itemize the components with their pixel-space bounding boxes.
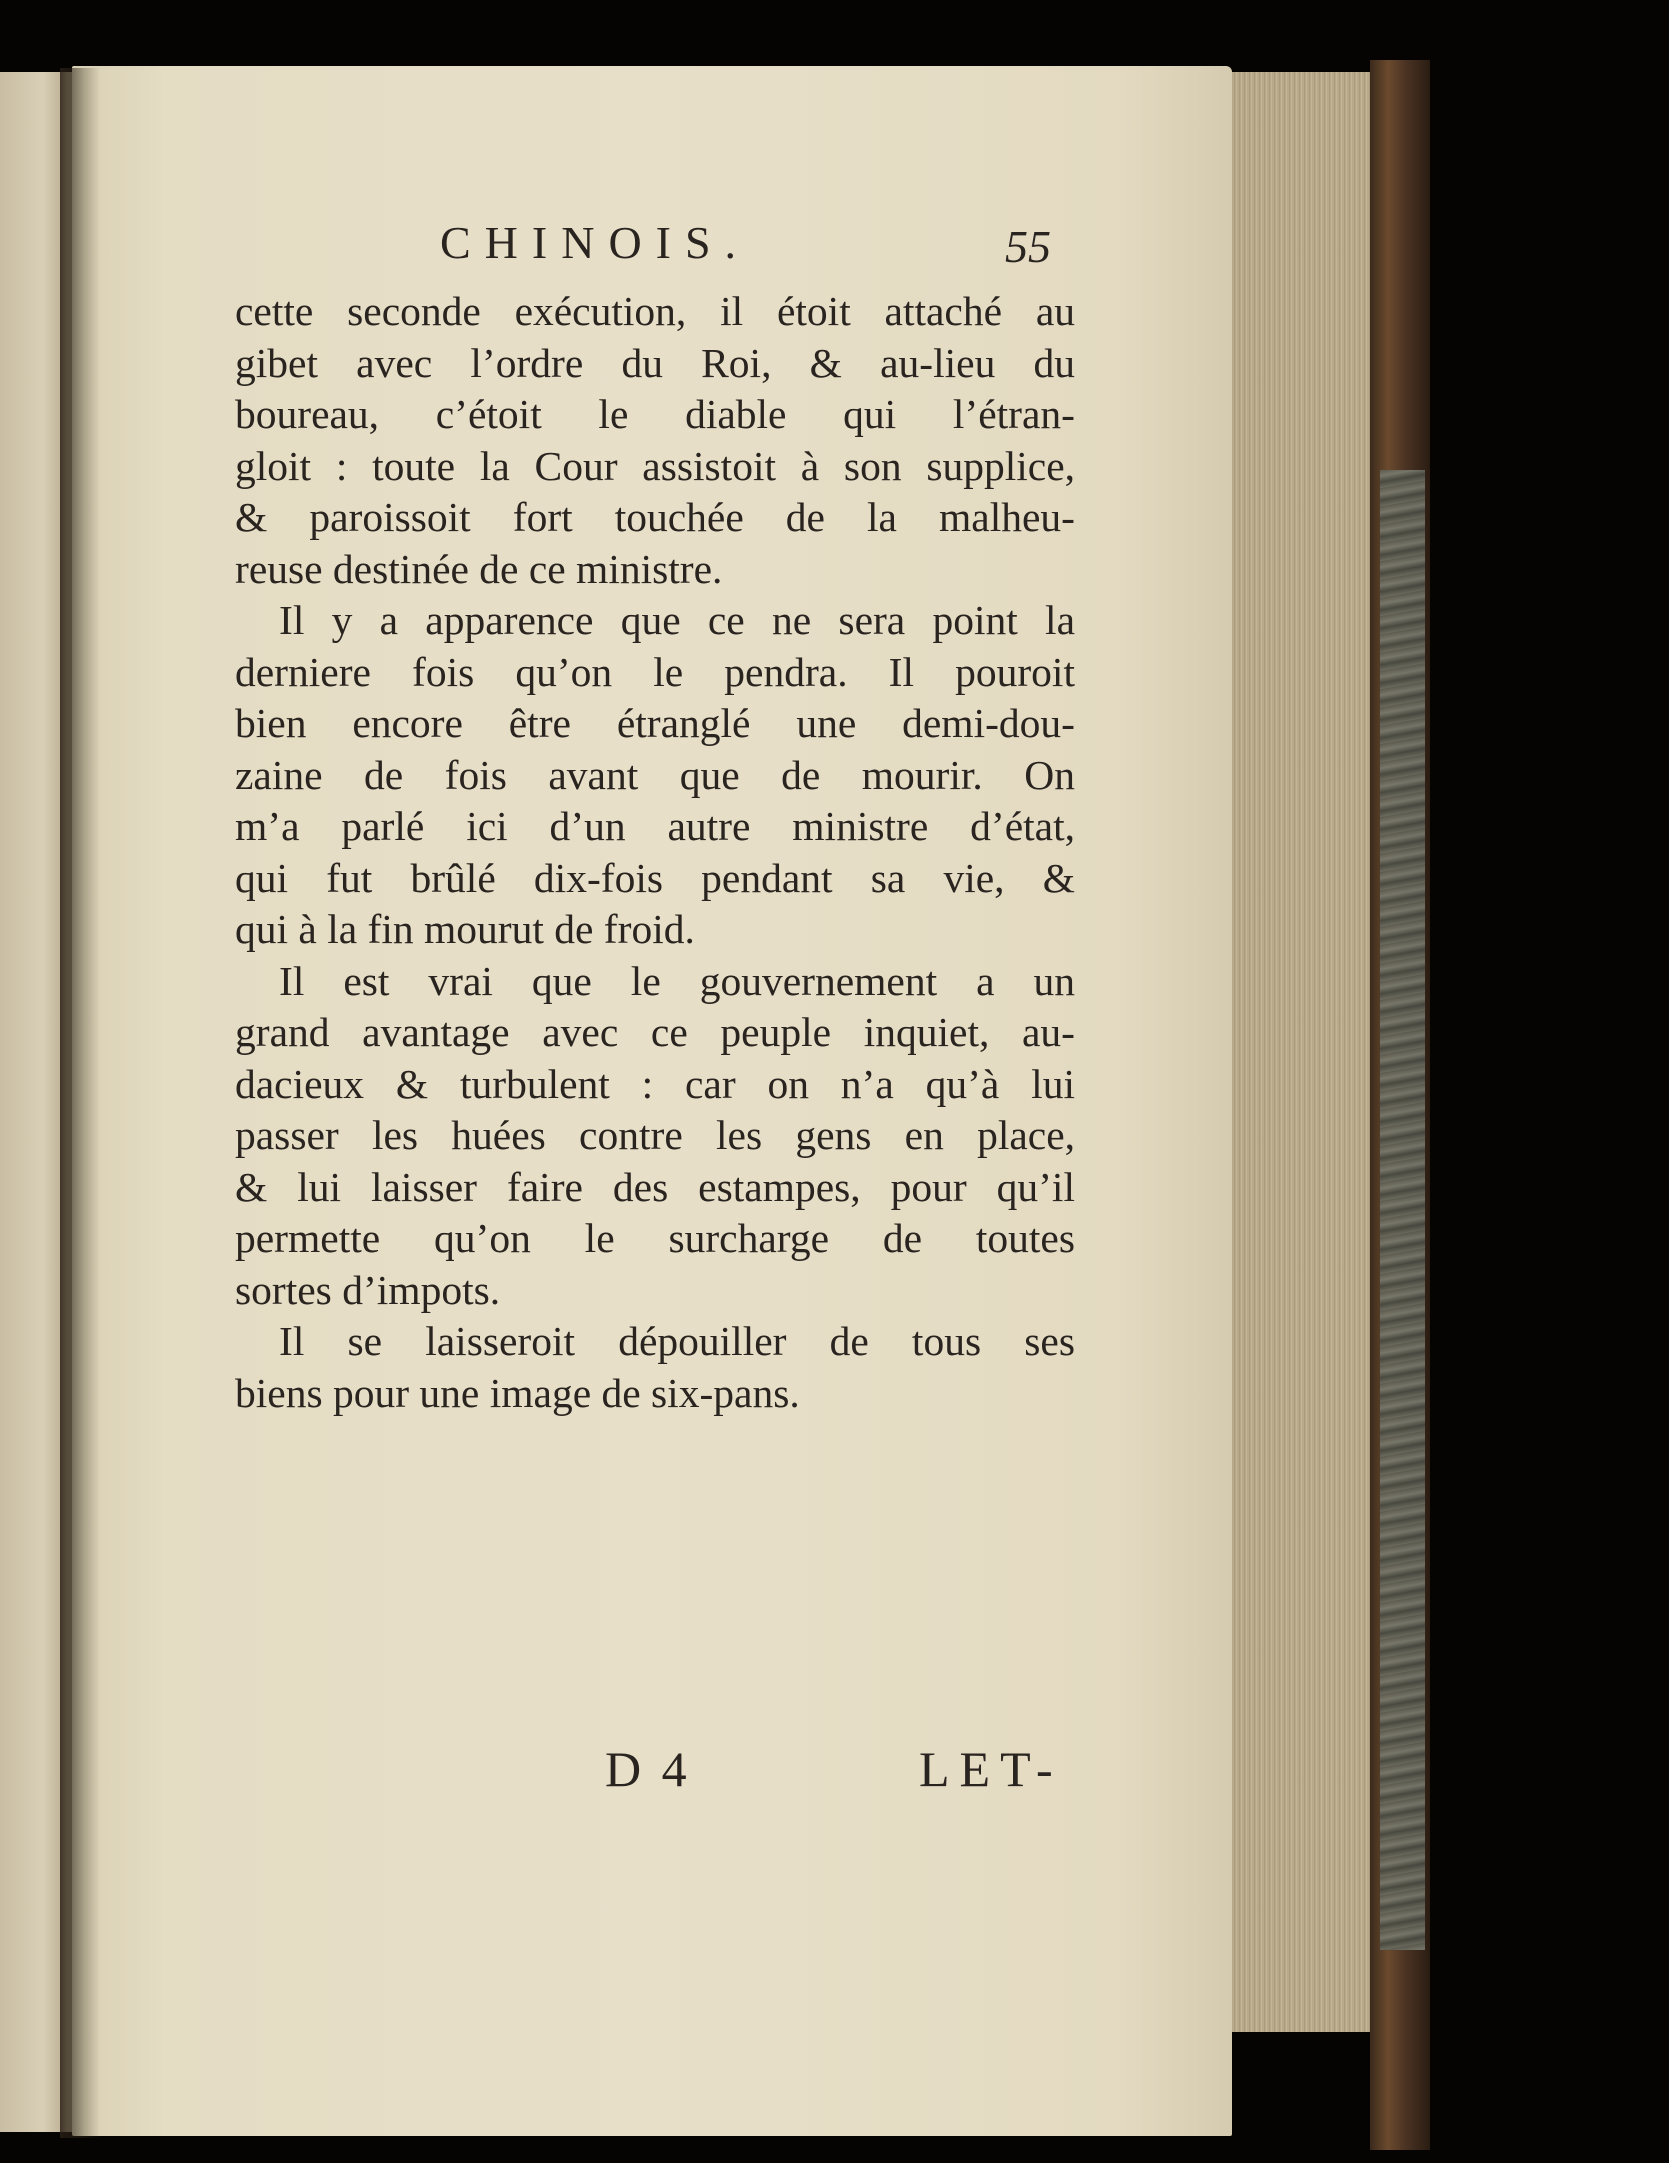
paragraph bbox=[235, 1316, 1075, 1419]
text-line: qui à la fin mourut de froid. bbox=[235, 906, 695, 952]
text-line: sortes d’impots. bbox=[235, 1266, 501, 1313]
text-line: & paroissoit fort touchée de la malheu- bbox=[235, 494, 1075, 540]
page-edges bbox=[1208, 72, 1378, 2032]
text-line: zaine de fois avant que de mourir. On bbox=[235, 751, 1075, 798]
text-line: gibet avec l’ordre du Roi, & au-lieu du bbox=[235, 339, 1075, 386]
page-text bbox=[235, 216, 1075, 1419]
text-line: gloit : toute la Cour assistoit à son supplice, bbox=[235, 442, 1075, 489]
text-line: passer les huées contre les gens en place, bbox=[235, 1112, 1075, 1158]
text-line: & lui laisser faire des estampes, pour qu’il bbox=[235, 1163, 1075, 1210]
text-line: reuse destinée de ce ministre. bbox=[235, 545, 723, 592]
text-line: grand avantage avec ce peuple inquiet, au- bbox=[235, 1009, 1075, 1055]
text-line: m’a parlé ici d’un autre ministre d’état, bbox=[235, 803, 1075, 849]
text-line: derniere fois qu’on le pendra. Il pouroit bbox=[235, 648, 1075, 695]
page-header bbox=[235, 216, 1075, 286]
text-line: Il y a apparence que ce ne sera point la bbox=[279, 597, 1075, 643]
text-line: Il se laisseroit dépouiller de tous ses bbox=[279, 1318, 1075, 1364]
body-text bbox=[235, 286, 1075, 1419]
signature-mark: D 4 bbox=[605, 1741, 691, 1797]
text-line: bien encore être étranglé une demi-dou- bbox=[235, 700, 1075, 746]
page-number: 55 bbox=[1005, 221, 1051, 272]
paragraph bbox=[235, 286, 1075, 595]
running-head: CHINOIS. bbox=[440, 217, 751, 268]
cover-marbling bbox=[1380, 470, 1425, 1950]
text-line: Il est vrai que le gouvernement a un bbox=[279, 957, 1075, 1004]
text-line: permette qu’on le surcharge de toutes bbox=[235, 1215, 1075, 1261]
text-line: cette seconde exécution, il étoit attaché au bbox=[235, 288, 1075, 334]
catchword: LET- bbox=[919, 1741, 1063, 1797]
paragraph bbox=[235, 595, 1075, 956]
text-line: biens pour une image de six-pans. bbox=[235, 1369, 800, 1416]
paragraph bbox=[235, 956, 1075, 1317]
text-line: qui fut brûlé dix-fois pendant sa vie, & bbox=[235, 854, 1075, 901]
text-line: dacieux & turbulent : car on n’a qu’à lui bbox=[235, 1060, 1075, 1107]
text-line: boureau, c’étoit le diable qui l’étran- bbox=[235, 391, 1075, 437]
gutter-shadow bbox=[60, 68, 100, 2138]
